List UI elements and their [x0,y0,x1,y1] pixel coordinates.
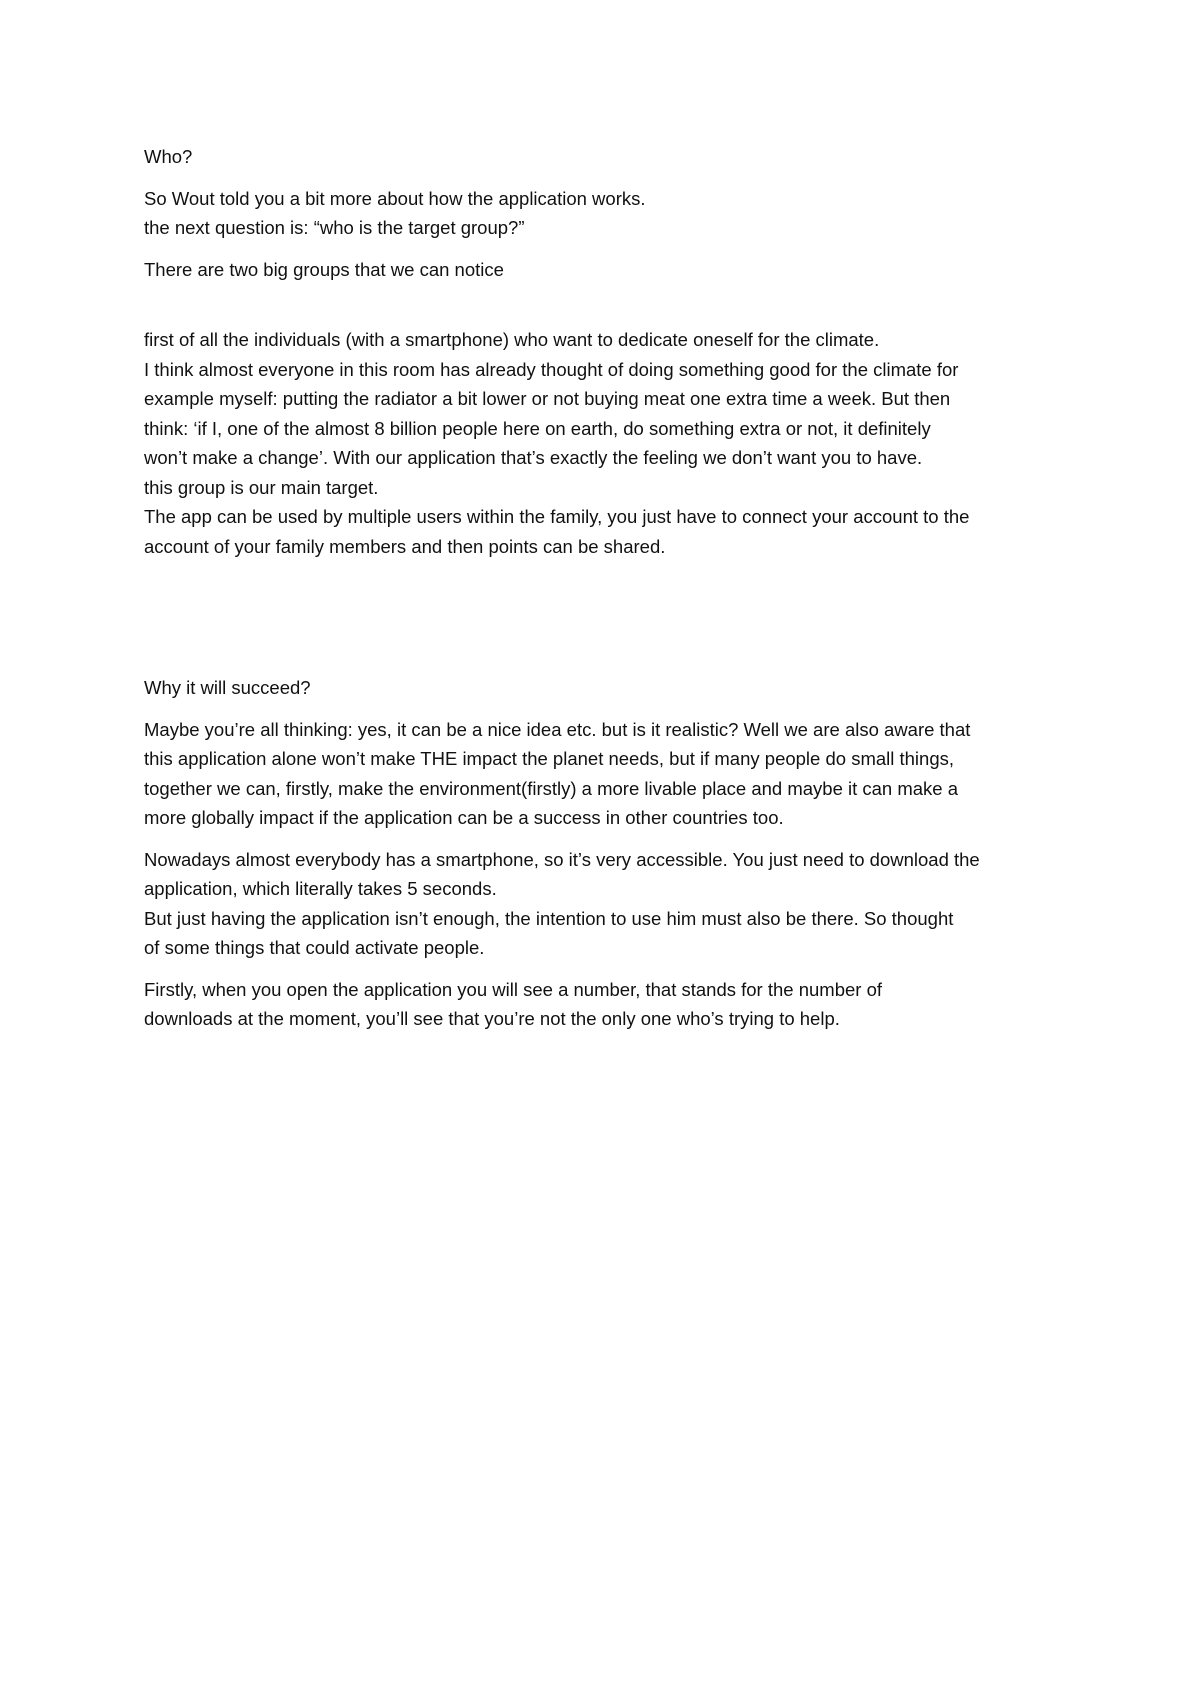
text-line: So Wout told you a bit more about how the application works. [144,187,646,209]
paragraph-spacer [144,172,1064,184]
paragraph-spacer [144,833,1064,845]
text-line: the next question is: “who is the target group?” [144,217,525,238]
text-line: Nowadays almost everybody has a smartphone, so it’s very accessible. You just need to download the [144,848,980,870]
document-body [144,142,1064,1034]
text-line: The app can be used by multiple users within the family, you just have to connect your account to the [144,506,970,527]
heading-why [144,673,1064,703]
paragraph-target-group [144,325,1064,561]
heading-why-text: Why it will succeed? [144,677,311,698]
text-line: Maybe you’re all thinking: yes, it can be a nice idea etc. but is it realistic? Well we are also aware that [144,718,971,740]
heading-who [144,142,1064,172]
text-line: more globally impact if the application can be a success in other countries too. [144,807,784,828]
text-line: There are two big groups that we can notice [144,258,504,280]
paragraph-spacer [144,963,1064,975]
text-line: Firstly, when you open the application you will see a number, that stands for the number of [144,978,883,1000]
text-line: this group is our main target. [144,476,379,498]
text-line: won’t make a change’. With our application that’s exactly the feeling we don’t want you to have. [144,447,923,468]
paragraph-spacer [144,284,1064,325]
text-line: application, which literally takes 5 seconds. [144,878,497,899]
text-line: first of all the individuals (with a smartphone) who want to dedicate oneself for the climate. [144,329,880,350]
paragraph-spacer [144,703,1064,715]
text-line: account of your family members and then points can be shared. [144,535,666,557]
paragraph-intro [144,184,1064,243]
text-line: together we can, firstly, make the environment(firstly) a more livable place and maybe it can make a [144,777,959,799]
paragraph-realistic [144,715,1064,833]
text-line: of some things that could activate people. [144,937,485,958]
paragraph-spacer [144,243,1064,255]
text-line: I think almost everyone in this room has already thought of doing something good for the climate for [144,358,959,380]
paragraph-groups [144,255,1064,285]
text-line: example myself: putting the radiator a bit lower or not buying meat one extra time a week. But then [144,388,951,409]
text-line: this application alone won’t make THE impact the planet needs, but if many people do small things, [144,748,955,769]
paragraph-downloads [144,975,1064,1034]
text-line: downloads at the moment, you’ll see that you’re not the only one who’s trying to help. [144,1008,840,1029]
paragraph-spacer [144,561,1064,673]
heading-who-text: Who? [144,146,193,167]
paragraph-accessible [144,845,1064,963]
text-line: But just having the application isn’t enough, the intention to use him must also be there. So thought [144,907,954,929]
text-line: think: ‘if I, one of the almost 8 billion people here on earth, do something extra or not, it definitely [144,417,931,439]
